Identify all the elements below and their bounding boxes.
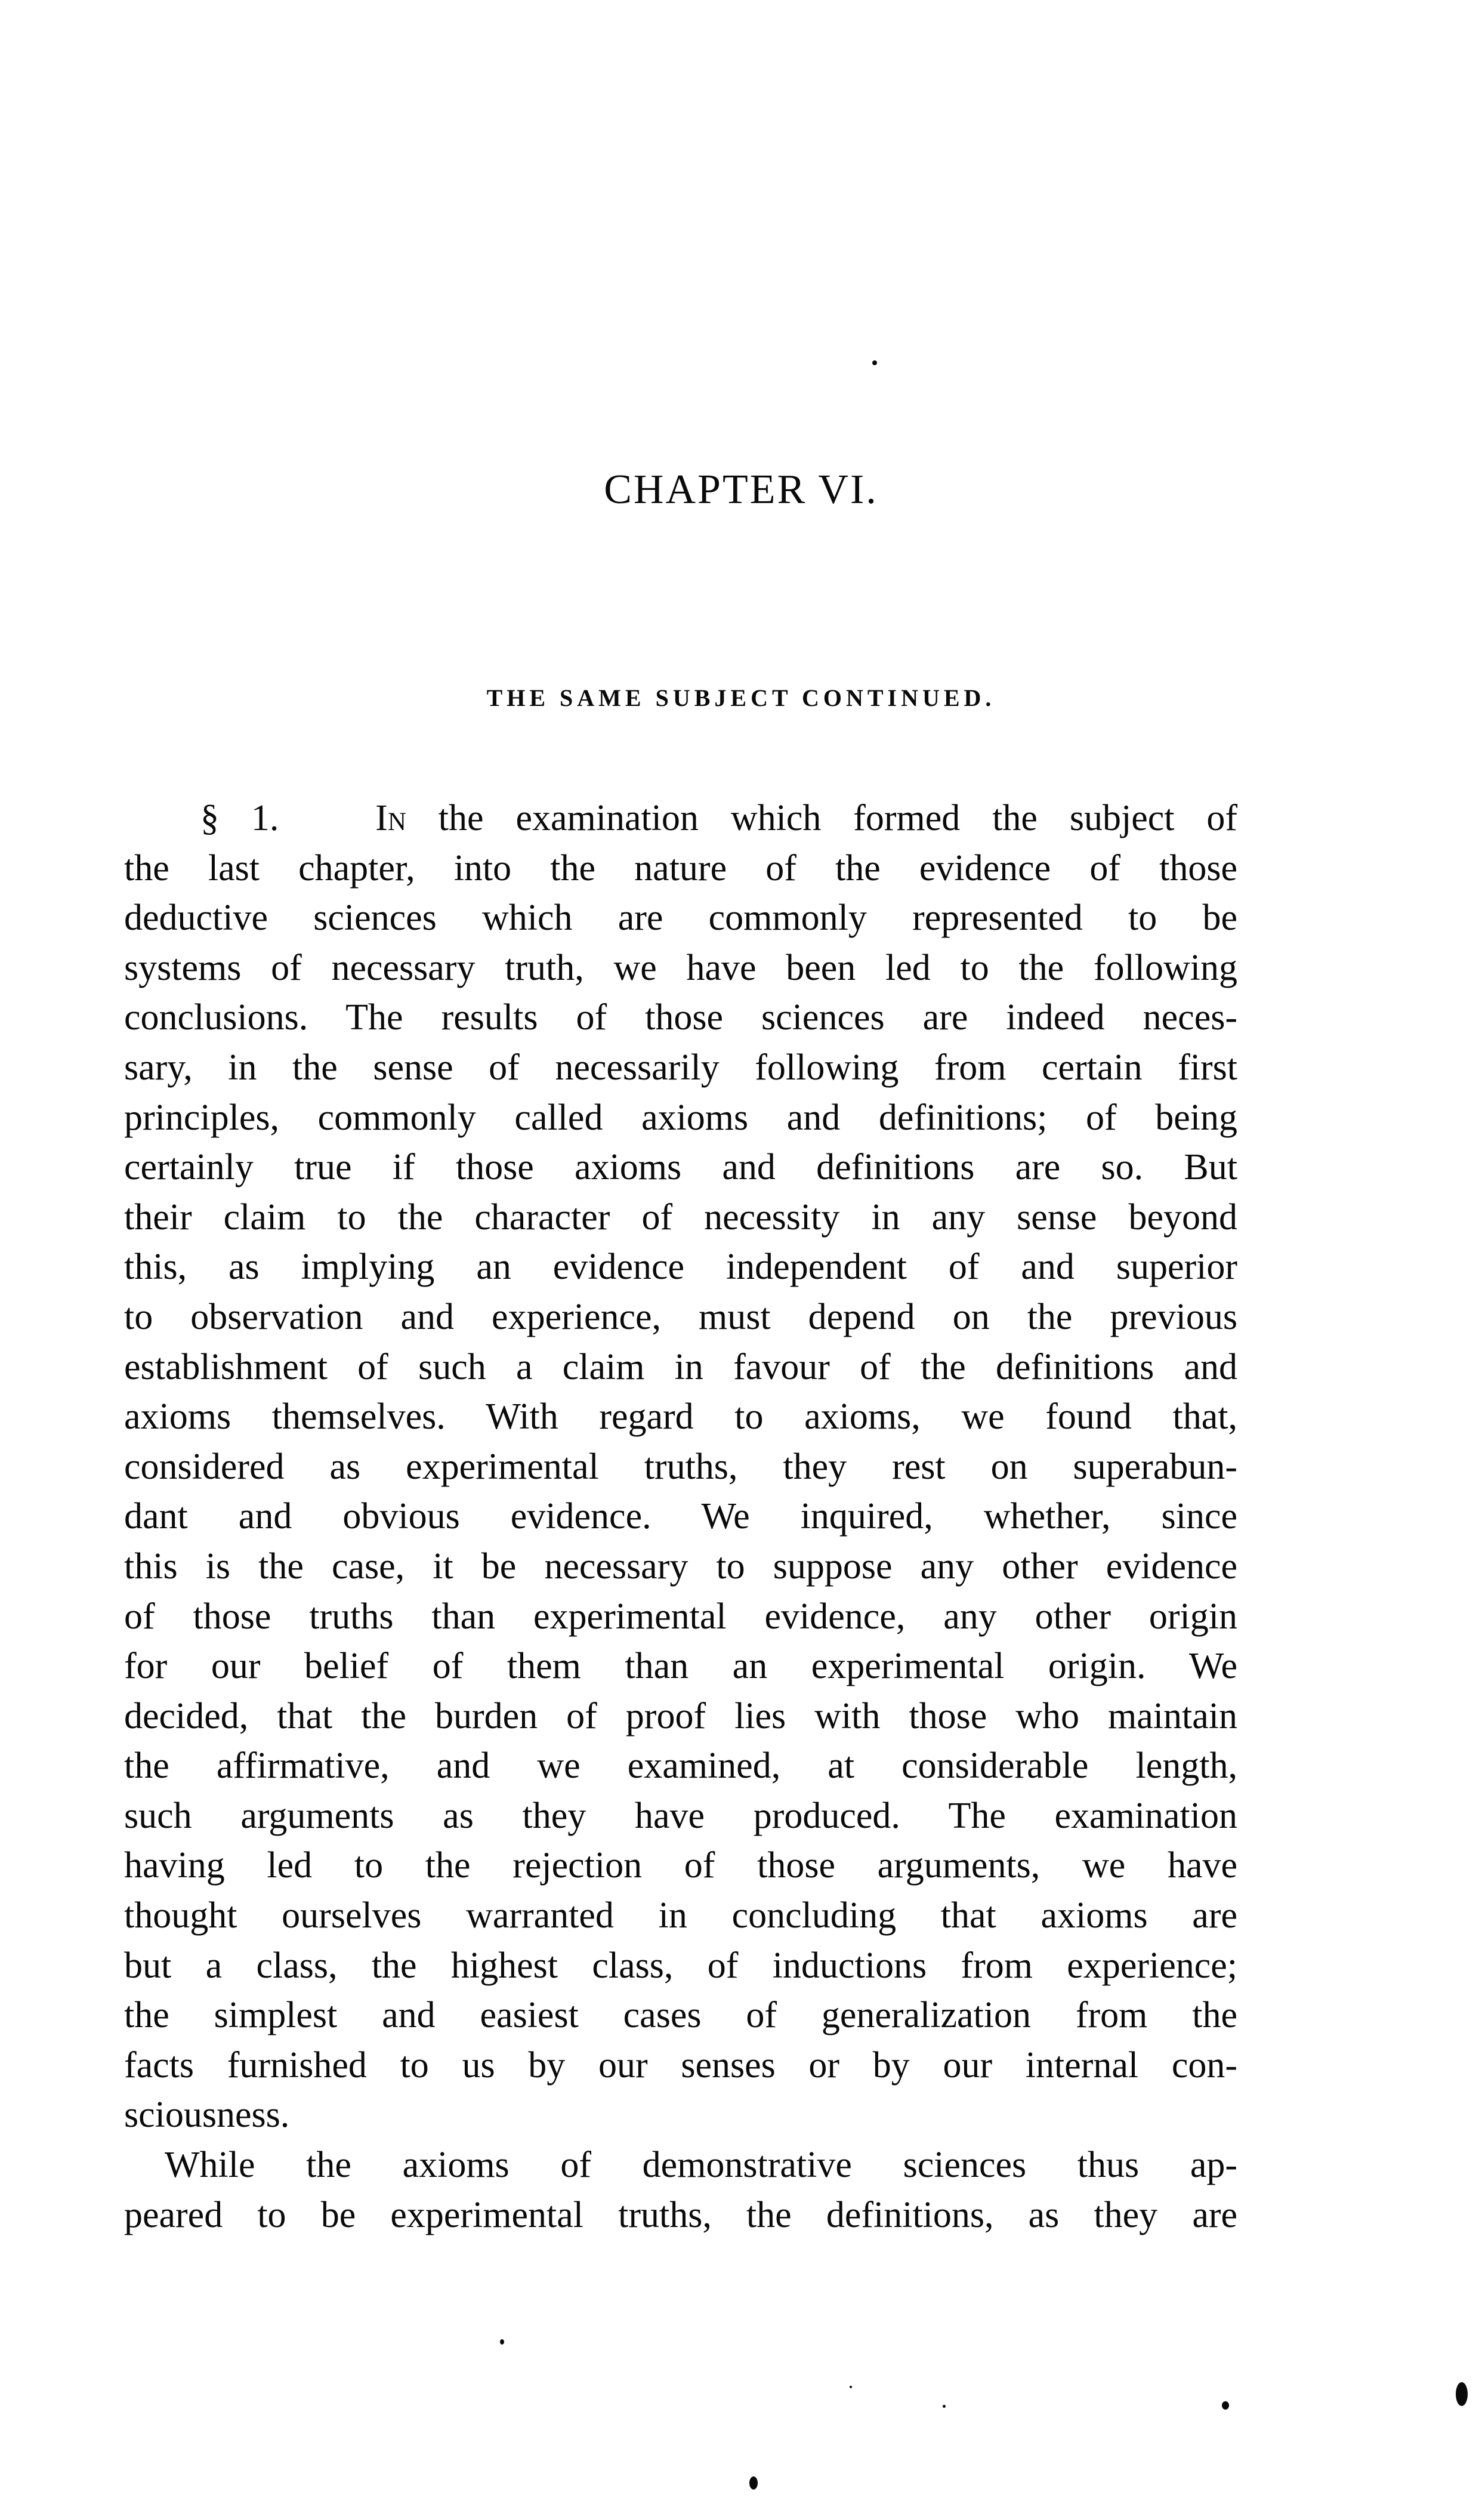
text-line: peared to be experimental truths, the definitions, as they are [124, 2194, 1237, 2235]
text-line: the examination which formed the subject of [438, 798, 1238, 838]
text-line: decided, that the burden of proof lies with those who maintain [124, 1695, 1237, 1736]
text-line: for our belief of them than an experimental origin. We [124, 1646, 1237, 1687]
ink-speck [850, 2386, 852, 2388]
text-line: having led to the rejection of those arguments, we have [124, 1845, 1237, 1886]
ink-speck [749, 2476, 758, 2490]
text-line: axioms themselves. With regard to axioms, we found that, [124, 1396, 1237, 1438]
section-mark: § 1. [200, 798, 279, 838]
text-line: dant and obvious evidence. We inquired, whether, since [124, 1496, 1237, 1537]
text-line: establishment of such a claim in favour of the definitions and [124, 1346, 1237, 1387]
text-line: principles, commonly called axioms and definitions; of being [124, 1097, 1237, 1138]
text-line: this is the case, it be necessary to suppose any other evidence [124, 1546, 1237, 1587]
text-line: their claim to the character of necessity in any sense beyond [124, 1196, 1237, 1238]
text-line: the last chapter, into the nature of the evidence of those [124, 847, 1237, 889]
ink-speck [1456, 2382, 1468, 2406]
text-line: but a class, the highest class, of inductions from experience; [124, 1945, 1237, 1986]
chapter-subtitle: THE SAME SUBJECT CONTINUED. [486, 684, 996, 711]
text-line: certainly true if those axioms and definitions are so. But [124, 1147, 1237, 1188]
text-line: the simplest and easiest cases of generalization from the [124, 1995, 1237, 2036]
text-line: facts furnished to us by our senses or by our internal con- [124, 2044, 1237, 2086]
ink-speck [872, 360, 877, 365]
text-line: considered as experimental truths, they rest on superabun- [124, 1446, 1237, 1487]
text-line: sciousness. [124, 2095, 290, 2136]
text-line: deductive sciences which are commonly represented to be [124, 897, 1237, 939]
text-line: conclusions. The results of those sciences are indeed neces- [124, 997, 1237, 1038]
text-line: While the axioms of demonstrative sciences thus ap- [165, 2145, 1237, 2186]
section-first-line [124, 794, 1237, 844]
text-line: thought ourselves warranted in concluding that axioms are [124, 1895, 1237, 1936]
text-line: the affirmative, and we examined, at considerable length, [124, 1745, 1237, 1787]
text-line: such arguments as they have produced. The examination [124, 1795, 1237, 1836]
text-line: to observation and experience, must depend on the previous [124, 1296, 1237, 1337]
ink-speck [500, 2339, 504, 2345]
body-text [124, 794, 1237, 2240]
text-line: this, as implying an evidence independent of and superior [124, 1247, 1237, 1288]
text-line: sary, in the sense of necessarily following from certain first [124, 1047, 1237, 1088]
section-lead-word: In [375, 798, 406, 838]
ink-speck [1222, 2401, 1229, 2410]
ink-speck [943, 2405, 946, 2408]
chapter-title: CHAPTER VI. [604, 467, 878, 513]
text-line: systems of necessary truth, we have been led to the following [124, 947, 1237, 988]
text-line: of those truths than experimental evidence, any other origin [124, 1596, 1237, 1637]
